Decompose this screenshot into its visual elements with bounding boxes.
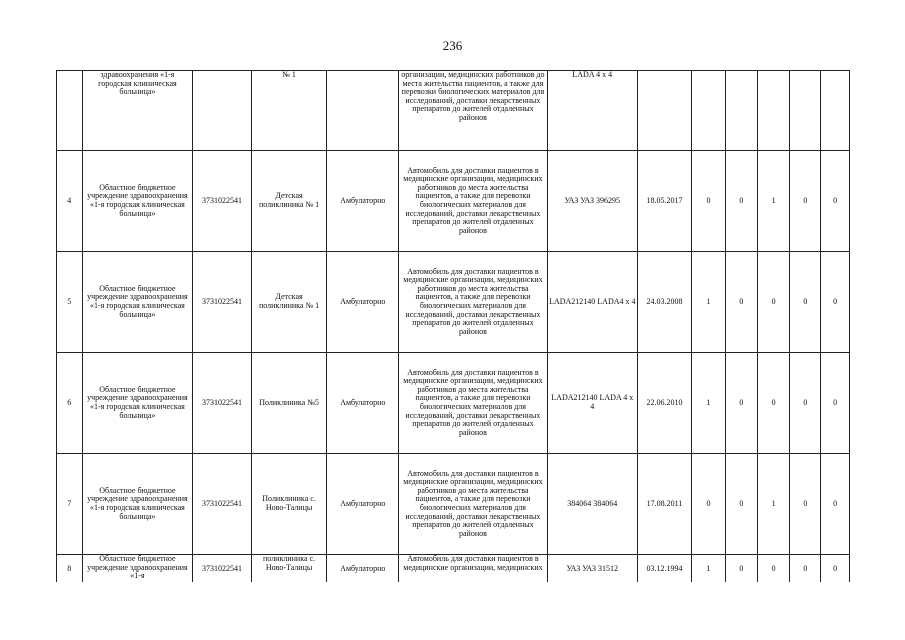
cell-inn: 3731022541 (193, 252, 251, 353)
cell-vehicle: УАЗ УАЗ 396295 (547, 151, 637, 252)
cell-purpose (399, 71, 548, 151)
purpose-text: организации, медицинских работников до места жительства пациентов, а также для перевозки биологических материалов для исследований, доставки лекарственных препаратов до жителей отдаленных районов (401, 70, 545, 122)
cell-care-form (327, 71, 399, 151)
cell-no: 8 (57, 555, 83, 583)
cell-org: Областное бюджетное учреждение здравоохранения «1-я городская клиническая больница» (82, 353, 193, 454)
cell-c3: 0 (757, 555, 790, 583)
cell-date: 18.05.2017 (637, 151, 691, 252)
subdivision-text: № 1 (282, 70, 296, 79)
cell-c1 (692, 71, 726, 151)
cell-care-form: Амбулаторно (327, 555, 399, 583)
cell-c3: 1 (757, 454, 790, 555)
table-row-partial (57, 555, 850, 583)
cell-c5: 0 (821, 454, 850, 555)
cell-c5 (821, 71, 850, 151)
cell-c1: 1 (692, 555, 726, 583)
cell-subdivision: Детская поликлиника № 1 (251, 252, 327, 353)
cell-org (82, 71, 193, 151)
cell-c5: 0 (821, 555, 850, 583)
cell-org: Областное бюджетное учреждение здравоохранения «1-я городская клиническая больница» (82, 252, 193, 353)
cell-c4: 0 (790, 555, 821, 583)
cell-purpose: Автомобиль для доставки пациентов в медицинские организации, медицинских работников до места жительства пациентов, а также для перевозки биологических материалов для исследований, доставки лекарственных препаратов до жителей отдаленных районов (399, 454, 548, 555)
cell-subdivision: поликлиника с. Ново-Талицы (251, 555, 327, 583)
cell-c4 (790, 71, 821, 151)
cell-subdivision: Детская поликлиника № 1 (251, 151, 327, 252)
cell-c2: 0 (725, 555, 757, 583)
cell-purpose: Автомобиль для доставки пациентов в медицинские организации, медицинских работников до места жительства пациентов, а также для перевозки биологических материалов для исследований, доставки лекарственных препаратов до жителей отдаленных районов (399, 151, 548, 252)
table-row (57, 252, 850, 353)
page-number: 236 (442, 38, 463, 53)
cell-no: 4 (57, 151, 83, 252)
cell-date: 03.12.1994 (637, 555, 691, 583)
cell-no (57, 71, 83, 151)
cell-inn: 3731022541 (193, 454, 251, 555)
vehicle-table (56, 70, 850, 582)
cell-purpose: Автомобиль для доставки пациентов в медицинские организации, медицинских работников до места жительства пациентов, а также для перевозки биологических материалов для исследований, доставки лекарственных препаратов до жителей отдаленных районов (399, 252, 548, 353)
cell-inn (193, 71, 251, 151)
cell-inn: 3731022541 (193, 151, 251, 252)
cell-inn: 3731022541 (193, 555, 251, 583)
cell-inn: 3731022541 (193, 353, 251, 454)
cell-date: 17.08.2011 (637, 454, 691, 555)
cell-org: Областное бюджетное учреждение здравоохранения «1-я (82, 555, 193, 583)
table-row-continued (57, 71, 850, 151)
cell-no: 6 (57, 353, 83, 454)
cell-c3 (757, 71, 790, 151)
vehicle-text: LADA 4 x 4 (572, 70, 613, 79)
cell-vehicle (547, 71, 637, 151)
cell-c4: 0 (790, 151, 821, 252)
cell-c4: 0 (790, 252, 821, 353)
cell-org: Областное бюджетное учреждение здравоохранения «1-я городская клиническая больница» (82, 454, 193, 555)
cell-c4: 0 (790, 454, 821, 555)
cell-c2: 0 (725, 454, 757, 555)
cell-c3: 0 (757, 353, 790, 454)
table-row (57, 353, 850, 454)
cell-c2: 0 (725, 353, 757, 454)
cell-subdivision: Поликлиника №5 (251, 353, 327, 454)
cell-vehicle: LADA212140 LADA4 x 4 (547, 252, 637, 353)
cell-subdivision (251, 71, 327, 151)
vehicle-table-container (56, 70, 850, 582)
cell-org: Областное бюджетное учреждение здравоохранения «1-я городская клиническая больница» (82, 151, 193, 252)
cell-date: 24.03.2008 (637, 252, 691, 353)
cell-c1: 0 (692, 454, 726, 555)
cell-care-form: Амбулаторно (327, 252, 399, 353)
cell-no: 7 (57, 454, 83, 555)
cell-c1: 1 (692, 252, 726, 353)
cell-c2 (725, 71, 757, 151)
cell-c5: 0 (821, 353, 850, 454)
cell-c3: 0 (757, 252, 790, 353)
cell-care-form: Амбулаторно (327, 353, 399, 454)
cell-c4: 0 (790, 353, 821, 454)
cell-vehicle: УАЗ УАЗ 31512 (547, 555, 637, 583)
cell-care-form: Амбулаторно (327, 454, 399, 555)
table-row (57, 454, 850, 555)
cell-purpose: Автомобиль для доставки пациентов в медицинские организации, медицинских (399, 555, 548, 583)
cell-c1: 0 (692, 151, 726, 252)
cell-vehicle: LADA212140 LADA 4 x 4 (547, 353, 637, 454)
org-text: здравоохранения «1-я городская клиническая больница» (98, 70, 177, 97)
cell-c3: 1 (757, 151, 790, 252)
cell-purpose: Автомобиль для доставки пациентов в медицинские организации, медицинских работников до места жительства пациентов, а также для перевозки биологических материалов для исследований, доставки лекарственных препаратов до жителей отдаленных районов (399, 353, 548, 454)
cell-no: 5 (57, 252, 83, 353)
cell-c2: 0 (725, 151, 757, 252)
cell-date: 22.06.2010 (637, 353, 691, 454)
cell-care-form: Амбулаторно (327, 151, 399, 252)
cell-c1: 1 (692, 353, 726, 454)
cell-c5: 0 (821, 151, 850, 252)
cell-c5: 0 (821, 252, 850, 353)
cell-subdivision: Поликлиника с. Ново-Талицы (251, 454, 327, 555)
cell-c2: 0 (725, 252, 757, 353)
cell-date (637, 71, 691, 151)
cell-vehicle: 384064 384064 (547, 454, 637, 555)
table-row (57, 151, 850, 252)
